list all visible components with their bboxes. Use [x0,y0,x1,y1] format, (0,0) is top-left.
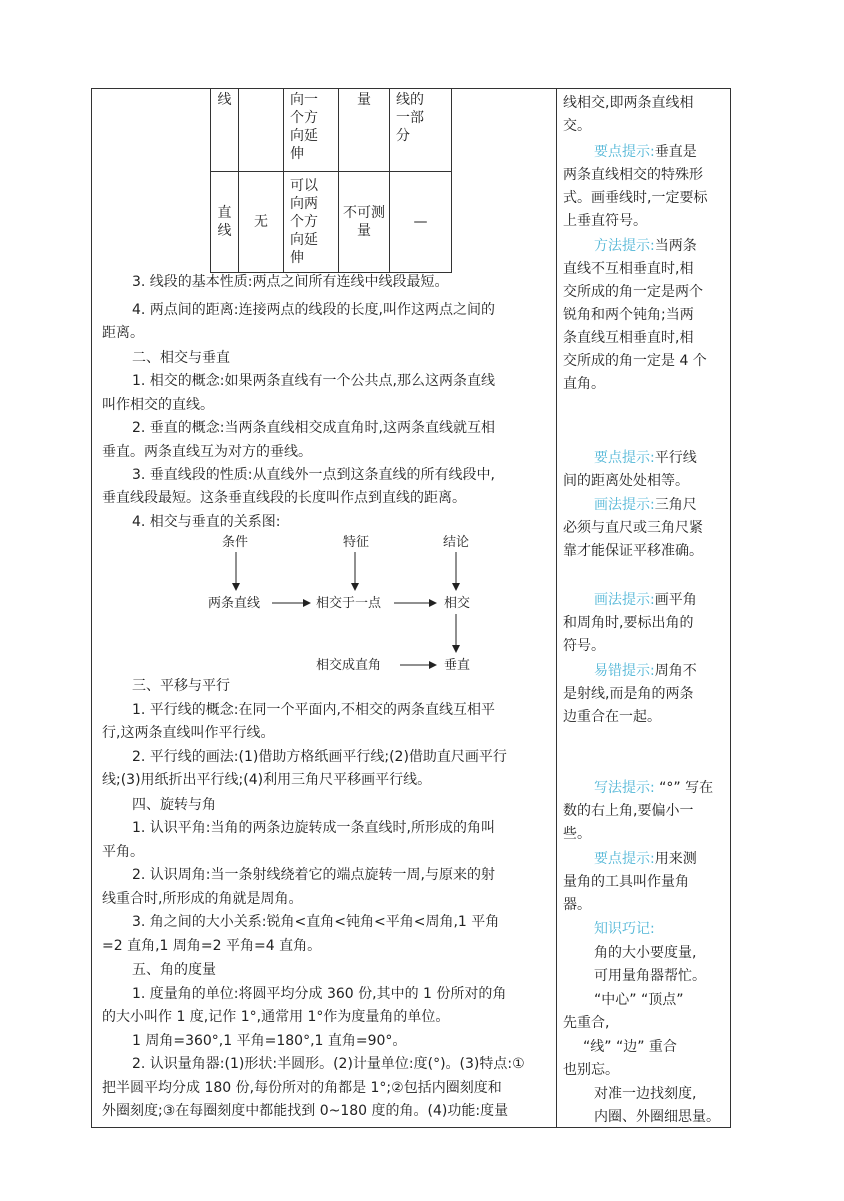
text-line: 4. 相交与垂直的关系图: [132,514,281,530]
text-line: 3. 角之间的大小关系:锐角<直角<钝角<平角<周角,1 平角 [132,914,500,930]
table-cell: 量 [339,88,390,172]
tip-text: 当两条 [654,238,697,254]
tip-text: 垂直是 [654,144,697,160]
text-line: 2. 认识周角:当一条射线绕着它的端点旋转一周,与原来的射 [132,867,495,883]
cell-text: 向一个方向延伸 [290,92,318,162]
text-line: 行,这两条直线叫作平行线。 [102,725,275,741]
table-cell [339,172,390,273]
side-text: 必须与直尺或三角尺紧 [563,520,703,536]
table-row [211,172,452,273]
side-text: 直角。 [563,376,605,392]
section-heading: 二、相交与垂直 [132,350,230,366]
text-line: =2 直角,1 周角=2 平角=4 直角。 [102,938,322,954]
section-heading: 五、角的度量 [132,962,216,978]
text-line: 1. 相交的概念:如果两条直线有一个公共点,那么这两条直线 [132,373,495,389]
side-text: “线” “边” 重合 [583,1039,677,1055]
table-cell [284,172,339,273]
side-text: 内圈、外圈细思量。 [594,1109,720,1125]
side-text: 器。 [563,897,591,913]
side-tip [594,589,697,612]
side-text: 可用量角器帮忙。 [594,968,706,984]
section-heading: 三、平移与平行 [132,678,230,694]
diagram-node: 垂直 [444,658,471,673]
side-text: 靠才能保证平移准确。 [563,543,703,559]
tip-label: 画法提示: [594,497,655,513]
text-line: 1 周角=360°,1 平角=180°,1 直角=90°。 [132,1033,407,1049]
table-row [211,88,452,172]
cell-text: 可以向两个方向延伸 [290,178,318,266]
tip-text: 三角尺 [654,497,697,513]
side-tip [594,235,697,258]
table-cell [284,88,339,172]
tip-label: 方法提示: [594,238,655,254]
diagram-label-feature: 特征 [343,535,370,550]
diagram-label-condition: 条件 [222,535,249,550]
table-cell [390,88,452,172]
side-text: 交所成的角一定是两个 [563,284,703,300]
text-line: 距离。 [102,325,144,341]
side-text: “中心” “顶点” [594,992,684,1008]
side-text: 上垂直符号。 [563,213,647,229]
text-line: 的大小叫作 1 度,记作 1°,通常用 1°作为度量角的单位。 [102,1009,450,1025]
side-text: 量角的工具叫作量角 [563,874,689,890]
line-comparison-table [210,88,452,273]
text-line: 叫作相交的直线。 [102,397,214,413]
text-line: 3. 垂直线段的性质:从直线外一点到这条直线的所有线段中, [132,467,495,483]
text-line: 1. 度量角的单位:将圆平均分成 360 份,其中的 1 份所对的角 [132,986,507,1002]
tip-label: 写法提示: [594,780,655,796]
tip-label: 易错提示: [594,663,655,679]
side-tip [594,777,713,800]
cell-text: 不可测量 [343,205,385,239]
tip-label: 知识巧记: [594,921,655,937]
tip-label: 要点提示: [594,450,655,466]
text-line: 3. 线段的基本性质:两点之间所有连线中线段最短。 [132,274,449,290]
text-line: 2. 平行线的画法:(1)借助方格纸画平行线;(2)借助直尺画平行 [132,749,507,765]
side-text: 边重合在一起。 [563,709,661,725]
table-cell [211,172,239,273]
side-text: 和周角时,要标出角的 [563,615,694,631]
side-text: 符号。 [563,638,605,654]
side-tip [594,848,697,871]
text-line: 把半圆平均分成 180 份,每份所对的角都是 1°;②包括内圈刻度和 [102,1080,502,1096]
text-line: 2. 认识量角器:(1)形状:半圆形。(2)计量单位:度(°)。(3)特点:① [132,1056,525,1072]
tip-text: 画平角 [654,592,697,608]
table-cell: — [390,172,452,273]
diagram-label-conclusion: 结论 [443,535,470,550]
side-text: 先重合, [563,1015,610,1031]
side-text: 角的大小要度量, [594,945,697,961]
relationship-diagram [190,528,490,678]
text-line: 线;(3)用纸折出平行线;(4)利用三角尺平移画平行线。 [102,772,432,788]
table-cell [239,88,284,172]
side-text: 式。画垂线时,一定要标 [563,190,708,206]
diagram-node: 相交于一点 [316,596,382,611]
side-text: 对准一边找刻度, [594,1086,697,1102]
side-text: 条直线互相垂直时,相 [563,330,694,346]
side-tip [594,660,697,683]
tip-text: 用来测 [654,851,697,867]
section-heading: 四、旋转与角 [132,797,216,813]
cell-text: 线的一部分 [396,92,424,144]
diagram-node: 两条直线 [208,596,261,611]
side-text: 锐角和两个钝角;当两 [563,307,694,323]
text-line: 2. 垂直的概念:当两条直线相交成直角时,这两条直线就互相 [132,420,495,436]
text-line: 平角。 [102,844,144,860]
side-tip [594,494,697,517]
side-text: 数的右上角,要偏小一 [563,803,694,819]
side-text: 也别忘。 [563,1062,619,1078]
tip-text: 平行线 [654,450,697,466]
cell-text: 直线 [217,205,232,239]
tip-text: 周角不 [654,663,697,679]
table-cell: 线 [211,88,239,172]
text-line: 线重合时,所形成的角就是周角。 [102,891,303,907]
tip-label: 要点提示: [594,851,655,867]
text-line: 1. 平行线的概念:在同一个平面内,不相交的两条直线互相平 [132,702,495,718]
text-line: 外圈刻度;③在每圈刻度中都能找到 0~180 度的角。(4)功能:度量 [102,1103,509,1119]
side-text: 些。 [563,826,591,842]
diagram-node: 相交成直角 [316,658,382,673]
side-text: 交所成的角一定是 4 个 [563,353,707,369]
side-text: 直线不互相垂直时,相 [563,261,694,277]
side-tip [594,141,697,164]
text-line: 4. 两点间的距离:连接两点的线段的长度,叫作这两点之间的 [132,302,495,318]
tip-text: “°” 写在 [654,780,714,796]
side-text: 是射线,而是角的两条 [563,686,694,702]
side-tip [594,447,697,470]
text-line: 垂直。两条直线互为对方的垂线。 [102,444,312,460]
text-line: 1. 认识平角:当角的两条边旋转成一条直线时,所形成的角叫 [132,820,495,836]
tip-label: 要点提示: [594,144,655,160]
side-text: 两条直线相交的特殊形 [563,167,703,183]
side-text: 间的距离处处相等。 [563,473,689,489]
text-line: 垂直线段最短。这条垂直线段的长度叫作点到直线的距离。 [102,490,466,506]
side-text: 交。 [563,118,591,134]
tip-label: 画法提示: [594,592,655,608]
side-text: 线相交,即两条直线相 [563,95,694,111]
diagram-node: 相交 [444,596,471,611]
table-cell: 无 [239,172,284,273]
